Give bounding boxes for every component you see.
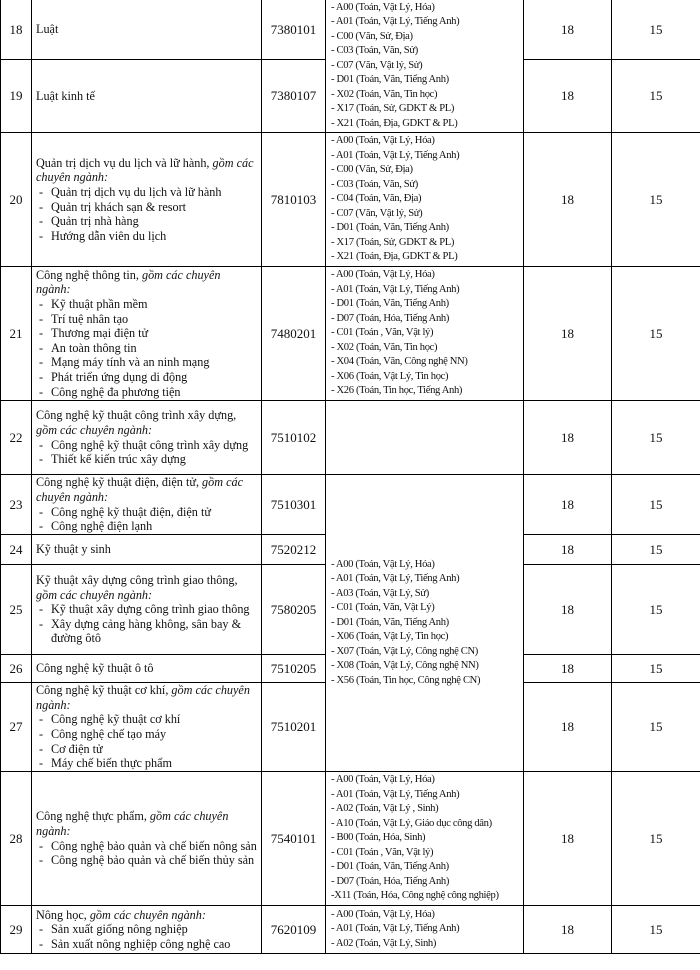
- major-title-note: gồm các chuyên ngành:: [36, 475, 243, 504]
- subject-combinations: [326, 267, 524, 401]
- quota-value: 18: [524, 772, 612, 906]
- bullet-dash-icon: -: [39, 504, 44, 519]
- combination-item: - C01 (Toán , Văn, Vật lý): [331, 846, 434, 858]
- specialization-item: [36, 229, 257, 244]
- major-name: [32, 906, 262, 954]
- bullet-dash-icon: -: [39, 922, 44, 937]
- combination-item: - A00 (Toán, Vật Lý, Hóa): [331, 774, 435, 786]
- specialization-label: Công nghệ chế tạo máy: [51, 727, 167, 741]
- table-row: [1, 906, 700, 954]
- major-code: 7480201: [262, 267, 326, 401]
- bullet-dash-icon: -: [39, 727, 44, 741]
- bullet-dash-icon: -: [39, 214, 44, 229]
- specialization-label: Phát triển ứng dụng di động: [51, 369, 188, 384]
- major-title-note: gồm các chuyên ngành:: [36, 155, 254, 185]
- combination-item: - A01 (Toán, Vật Lý, Tiếng Anh): [331, 149, 460, 161]
- row-number: 24: [1, 535, 32, 565]
- specialization-item: [36, 617, 257, 646]
- score-value: 15: [612, 565, 700, 655]
- table-row: [1, 401, 700, 475]
- major-name: [32, 683, 262, 772]
- combination-item: - X08 (Toán, Vật Lý, Công nghệ NN): [331, 660, 479, 672]
- major-title: Công nghệ kỹ thuật điện, điện tử,: [36, 475, 203, 490]
- table-row: [1, 475, 700, 535]
- combination-item: - C07 (Văn, Vật lý, Sử): [331, 207, 423, 219]
- subject-combinations: [326, 475, 524, 772]
- bullet-dash-icon: -: [39, 199, 44, 214]
- specialization-label: Công nghệ kỹ thuật cơ khí: [51, 712, 181, 727]
- score-value: 15: [612, 683, 700, 772]
- major-code: 7380101: [262, 0, 326, 60]
- specialization-item: [36, 505, 257, 520]
- combination-item: - D01 (Toán, Văn, Tiếng Anh): [331, 298, 449, 310]
- bullet-dash-icon: -: [39, 340, 44, 355]
- specialization-item: [36, 452, 257, 467]
- combination-item: - D01 (Toán, Văn, Tiếng Anh): [331, 74, 449, 86]
- specialization-item: [36, 742, 257, 757]
- bullet-dash-icon: -: [39, 228, 44, 243]
- row-number: 19: [1, 60, 32, 133]
- major-name: [32, 401, 262, 475]
- specialization-label: Quản trị nhà hàng: [51, 214, 139, 229]
- major-code: 7510102: [262, 401, 326, 475]
- specialization-label: Công nghệ đa phương tiện: [51, 384, 181, 399]
- combination-item: - A00 (Toán, Vật Lý, Hóa): [331, 135, 435, 147]
- row-number: 28: [1, 772, 32, 906]
- bullet-dash-icon: -: [39, 936, 44, 951]
- specialization-label: Máy chế biến thực phẩm: [51, 756, 172, 771]
- combination-item: - C04 (Toán, Văn, Địa): [331, 193, 422, 205]
- specialization-label: Xây dựng cảng hàng không, sân bay & đường ôtô: [51, 616, 242, 646]
- major-title: Nông học,: [36, 907, 90, 922]
- subject-combinations: [326, 0, 524, 133]
- specialization-item: [36, 839, 257, 854]
- combination-item: - X02 (Toán, Văn, Tin học): [331, 88, 438, 100]
- major-title-note: gồm các chuyên ngành:: [36, 422, 153, 437]
- score-value: 15: [612, 133, 700, 267]
- quota-value: 18: [524, 60, 612, 133]
- score-value: 15: [612, 535, 700, 565]
- combination-item: - A00 (Toán, Vật Lý, Hóa): [331, 908, 435, 920]
- specialization-item: [36, 200, 257, 215]
- combination-item: - D01 (Toán, Văn, Tiếng Anh): [331, 616, 449, 628]
- combination-item: -X11 (Toán, Hóa, Công nghệ công nghiệp): [331, 890, 499, 902]
- score-value: 15: [612, 401, 700, 475]
- specialization-label: Công nghệ kỹ thuật công trình xây dựng: [51, 437, 249, 452]
- specialization-list: [36, 922, 257, 951]
- quota-value: 18: [524, 0, 612, 60]
- score-value: 15: [612, 267, 700, 401]
- bullet-dash-icon: -: [39, 326, 44, 341]
- combination-item: - D01 (Toán, Văn, Tiếng Anh): [331, 222, 449, 234]
- combination-item: - A01 (Toán, Vật Lý, Tiếng Anh): [331, 923, 460, 935]
- specialization-label: Công nghệ bảo quản và chế biến nông sản: [51, 838, 257, 853]
- combination-item: - D07 (Toán, Hóa, Tiếng Anh): [331, 312, 450, 324]
- bullet-dash-icon: -: [39, 853, 44, 868]
- combination-item: - A03 (Toán, Vật Lý, Sử): [331, 587, 429, 599]
- specialization-item: [36, 712, 257, 727]
- major-title-note: gồm các chuyên ngành:: [36, 809, 229, 838]
- major-name: Kỹ thuật y sinh: [32, 535, 262, 565]
- combination-item: - A02 (Toán, Vật Lý, Sinh): [331, 937, 437, 949]
- score-value: 15: [612, 655, 700, 683]
- specialization-label: Mạng máy tính và an ninh mạng: [51, 355, 210, 370]
- major-code: 7510301: [262, 475, 326, 535]
- specialization-label: An toàn thông tin: [51, 340, 137, 355]
- combination-item: - A10 (Toán, Vật Lý, Giáo dục công dân): [331, 817, 492, 829]
- specialization-item: [36, 438, 257, 453]
- bullet-dash-icon: -: [39, 838, 44, 853]
- major-code: 7580205: [262, 565, 326, 655]
- combination-item: - B00 (Toán, Hóa, Sinh): [331, 832, 426, 844]
- quota-value: 18: [524, 267, 612, 401]
- specialization-item: [36, 385, 257, 400]
- major-title: Công nghệ kỹ thuật cơ khí,: [36, 683, 172, 698]
- specialization-item: [36, 937, 257, 952]
- combination-item: - X07 (Toán, Vật Lý, Công nghệ CN): [331, 645, 478, 657]
- combination-item: - C00 (Văn, Sử, Địa): [331, 30, 413, 42]
- quota-value: 18: [524, 133, 612, 267]
- bullet-dash-icon: -: [39, 756, 44, 771]
- specialization-item: [36, 355, 257, 370]
- bullet-dash-icon: -: [39, 384, 44, 399]
- combination-item: - C00 (Văn, Sử, Địa): [331, 164, 413, 176]
- major-name: Luật kinh tế: [32, 60, 262, 133]
- combination-item: - X17 (Toán, Sử, GDKT & PL): [331, 103, 455, 115]
- table-row: [1, 0, 700, 60]
- specialization-item: [36, 214, 257, 229]
- major-title: Công nghệ kỹ thuật công trình xây dựng,: [36, 408, 237, 423]
- specialization-list: [36, 602, 257, 646]
- major-name: Luật: [32, 0, 262, 60]
- subject-combinations: [326, 772, 524, 906]
- row-number: 25: [1, 565, 32, 655]
- specialization-label: Công nghệ điện lạnh: [51, 519, 153, 534]
- specialization-label: Công nghệ bảo quản và chế biến thủy sản: [51, 853, 255, 868]
- major-code: 7810103: [262, 133, 326, 267]
- specialization-item: [36, 341, 257, 356]
- specialization-item: [36, 312, 257, 327]
- bullet-dash-icon: -: [39, 519, 44, 534]
- row-number: 27: [1, 683, 32, 772]
- combination-item: - A01 (Toán, Vật Lý, Tiếng Anh): [331, 283, 460, 295]
- quota-value: 18: [524, 401, 612, 475]
- specialization-label: Sản xuất nông nghiệp công nghệ cao: [51, 936, 231, 951]
- major-title: Quản trị dịch vụ du lịch và lữ hành,: [36, 155, 213, 170]
- combination-item: - X17 (Toán, Sử, GDKT & PL): [331, 236, 455, 248]
- combination-item: - C01 (Toán , Văn, Vật lý): [331, 327, 434, 339]
- specialization-item: [36, 519, 257, 534]
- row-number: 21: [1, 267, 32, 401]
- bullet-dash-icon: -: [39, 355, 44, 370]
- row-number: 29: [1, 906, 32, 954]
- bullet-dash-icon: -: [39, 297, 44, 312]
- specialization-label: Quản trị dịch vụ du lịch và lữ hành: [51, 184, 222, 199]
- specialization-item: [36, 602, 257, 617]
- combination-item: - C03 (Toán, Văn, Sử): [331, 178, 418, 190]
- specialization-item: [36, 297, 257, 312]
- major-title: Kỹ thuật xây dựng công trình giao thông,: [36, 573, 238, 588]
- major-title: Công nghệ thông tin,: [36, 267, 142, 282]
- specialization-item: [36, 370, 257, 385]
- major-name: [32, 565, 262, 655]
- bullet-dash-icon: -: [39, 712, 44, 727]
- combination-item: - X21 (Toán, Địa, GDKT & PL): [331, 117, 458, 129]
- combination-item: - A00 (Toán, Vật Lý, Hóa): [331, 269, 435, 281]
- specialization-item: [36, 756, 257, 771]
- major-code: 7380107: [262, 60, 326, 133]
- major-name: [32, 772, 262, 906]
- row-number: 18: [1, 0, 32, 60]
- combination-item: - D01 (Toán, Văn, Tiếng Anh): [331, 861, 449, 873]
- specialization-item: [36, 326, 257, 341]
- combination-item: - A01 (Toán, Vật Lý, Tiếng Anh): [331, 573, 460, 585]
- combination-item: - A02 (Toán, Vật Lý , Sinh): [331, 803, 439, 815]
- major-name: [32, 133, 262, 267]
- bullet-dash-icon: -: [39, 602, 44, 617]
- quota-value: 18: [524, 475, 612, 535]
- specialization-list: [36, 712, 257, 770]
- combination-item: - X06 (Toán, Vật Lý, Tin học): [331, 631, 449, 643]
- quota-value: 18: [524, 655, 612, 683]
- specialization-list: [36, 438, 257, 467]
- combination-item: - X02 (Toán, Văn, Tin học): [331, 341, 438, 353]
- combination-item: - X06 (Toán, Vật Lý, Tin học): [331, 370, 449, 382]
- bullet-dash-icon: -: [39, 741, 44, 756]
- specialization-item: [36, 185, 257, 200]
- row-number: 22: [1, 401, 32, 475]
- major-code: 7540101: [262, 772, 326, 906]
- subject-combinations: [326, 133, 524, 267]
- combination-item: - A01 (Toán, Vật Lý, Tiếng Anh): [331, 16, 460, 28]
- score-value: 15: [612, 475, 700, 535]
- specialization-list: [36, 185, 257, 243]
- major-name: Công nghệ kỹ thuật ô tô: [32, 655, 262, 683]
- specialization-label: Quản trị khách sạn & resort: [51, 199, 187, 214]
- specialization-label: Công nghệ kỹ thuật điện, điện tử: [51, 504, 211, 519]
- combination-item: - X04 (Toán, Văn, Công nghệ NN): [331, 356, 468, 368]
- row-number: 23: [1, 475, 32, 535]
- table-row: [1, 772, 700, 906]
- bullet-dash-icon: -: [39, 184, 44, 199]
- specialization-label: Kỹ thuật phần mềm: [51, 297, 148, 312]
- major-title: Công nghệ thực phẩm,: [36, 809, 150, 824]
- row-number: 20: [1, 133, 32, 267]
- specialization-label: Thương mại điện tử: [51, 326, 149, 341]
- combination-item: - X21 (Toán, Địa, GDKT & PL): [331, 251, 458, 263]
- major-code: 7620109: [262, 906, 326, 954]
- specialization-label: Thiết kế kiến trúc xây dựng: [51, 452, 186, 467]
- combination-item: - A00 (Toán, Vật Lý, Hóa): [331, 558, 435, 570]
- table-row: [1, 133, 700, 267]
- quota-value: 18: [524, 906, 612, 954]
- specialization-label: Cơ điện tử: [51, 741, 103, 756]
- specialization-list: [36, 297, 257, 399]
- bullet-dash-icon: -: [39, 311, 44, 326]
- major-title-note: gồm các chuyên ngành:: [89, 907, 206, 922]
- bullet-dash-icon: -: [39, 616, 44, 631]
- score-value: 15: [612, 0, 700, 60]
- subject-combinations: [326, 906, 524, 954]
- combination-item: - C03 (Toán, Văn, Sử): [331, 45, 418, 57]
- combination-item: - X56 (Toán, Tin học, Công nghệ CN): [331, 674, 481, 686]
- score-value: 15: [612, 906, 700, 954]
- major-code: 7510201: [262, 683, 326, 772]
- major-title-note: gồm các chuyên ngành:: [36, 587, 153, 602]
- quota-value: 18: [524, 535, 612, 565]
- specialization-item: [36, 853, 257, 868]
- bullet-dash-icon: -: [39, 369, 44, 384]
- subject-combinations-empty: [326, 401, 524, 475]
- bullet-dash-icon: -: [39, 452, 44, 467]
- combination-item: - A00 (Toán, Vật Lý, Hóa): [331, 1, 435, 13]
- combination-item: - C01 (Toán, Văn, Vật Lý): [331, 602, 435, 614]
- combination-item: - X26 (Toán, Tin học, Tiếng Anh): [331, 385, 463, 397]
- quota-value: 18: [524, 565, 612, 655]
- major-name: [32, 267, 262, 401]
- major-name: [32, 475, 262, 535]
- specialization-label: Hướng dẫn viên du lịch: [51, 228, 167, 243]
- table-row: [1, 267, 700, 401]
- bullet-dash-icon: -: [39, 437, 44, 452]
- major-title-note: gồm các chuyên ngành:: [36, 683, 250, 712]
- quota-value: 18: [524, 683, 612, 772]
- row-number: 26: [1, 655, 32, 683]
- combination-item: - C07 (Văn, Vật lý, Sử): [331, 59, 423, 71]
- specialization-label: Trí tuệ nhân tạo: [51, 311, 129, 326]
- score-value: 15: [612, 772, 700, 906]
- major-title-note: gồm các chuyên ngành:: [36, 267, 221, 297]
- score-value: 15: [612, 60, 700, 133]
- specialization-list: [36, 839, 257, 868]
- specialization-list: [36, 505, 257, 534]
- specialization-label: Kỹ thuật xây dựng công trình giao thông: [51, 602, 250, 617]
- combination-item: - A01 (Toán, Vật Lý, Tiếng Anh): [331, 788, 460, 800]
- major-code: 7520212: [262, 535, 326, 565]
- specialization-item: [36, 727, 257, 742]
- major-code: 7510205: [262, 655, 326, 683]
- combination-item: - D07 (Toán, Hóa, Tiếng Anh): [331, 875, 450, 887]
- specialization-label: Sản xuất giống nông nghiệp: [51, 922, 188, 937]
- specialization-item: [36, 922, 257, 937]
